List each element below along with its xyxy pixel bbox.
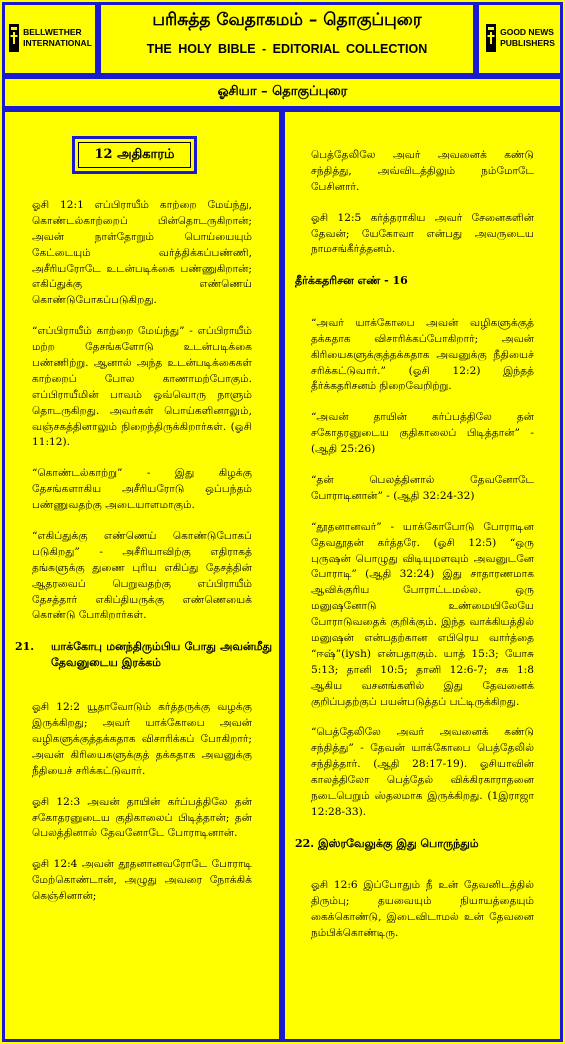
paragraph: “அவர் யாக்கோபை அவன் வழிகளுக்குத் தக்கதாக விசாரிக்கப்போகிறார்; அவன் கிரியைகளுக்குத்தக்கதாக அவனுக்கு நீதியைச் சரிக்கட்டுவார்.” (ஓசி 12:2) இந்தத் தீர்க்கதரிசனம் நிறைவேறிற்று. [311, 316, 534, 393]
paragraph: ஓசி 12:3 அவன் தாயின் கர்ப்பத்திலே தன் சகோதரனுடைய குதிகாலைப் பிடித்தான்; தன் பெலத்தினால் தேவனோடே போராடினான். [32, 795, 252, 840]
paragraph: ஓசி 12:1 எப்பிராயீம் காற்றை மேய்ந்து, கொண்டல்காற்றைப் பின்தொடருகிறான்; அவன் நாள்தோறும் பொய்யையும் கேட்டையும் வர்த்திக்கப்பண்ணி, அசீரியரோடே உடன்படிக்கை பண்ணுகிறான்; எகிப்துக்கு எண்ணெய் கொண்டுபோகப்படுகிறது. [32, 199, 252, 307]
paragraph: ஓசி 12:4 அவன் தூதனானவரோடே போராடி மேற்கொண்டான், அழுது அவரை நோக்கிக் கெஞ்சினான்; [32, 858, 252, 903]
paragraph: “தன் பெலத்தினால் தேவனோடே போராடினான்” - (ஆதி 32:24-32) [311, 473, 534, 502]
paragraph: பெத்தேலிலே அவர் அவனைக் கண்டு சந்தித்து, அவ்விடத்திலும் நம்மோடே பேசினார். [311, 149, 534, 193]
chapter-label: 12 அதிகாரம் [78, 142, 191, 168]
logo-right-line-2: PUBLISHERS [500, 38, 555, 48]
bible-icon [485, 22, 497, 54]
section-heading-22: 22. இஸ்ரவேலுக்கு இது பொருந்தும் [295, 836, 479, 850]
logo-left-line-2: INTERNATIONAL [23, 38, 92, 48]
section-title: யாக்கோபு மனந்திரும்பிய போது அவன்மீது தேவனுடைய இரக்கம் [51, 640, 272, 669]
paragraph: “எப்பிராயீம் காற்றை மேய்ந்து” - எப்பிராயீம் மற்ற தேசங்களோடு உடன்படிக்கை பண்ணிற்று. ஆனால் அந்த உடன்படிக்கைகள் காற்றைப் போல காணாமற்போகும். எப்பிராயீமின் பாவம் ஒவ்வொரு நாளும் தொடருகிறது. அவர்கள் பொய்களினாலும், வஞ்சகத்தினாலும் நிறைந்திருக்கிறார்கள். (ஓசி 11:12). [32, 325, 252, 449]
section-number: 21. [15, 640, 35, 654]
paragraph: “எகிப்துக்கு எண்ணெய் கொண்டுபோகப் படுகிறது” - அசீரியாவிற்கு எதிராகத் தங்களுக்கு துணை புரிய எகிப்து தேசத்தின் ஆதரவைப் பெறுவதற்கு எப்பிராயீம் தேசத்தார் எகிப்தியருக்கு எண்ணெயைக் கொண்டு போகிறார்கள். [32, 530, 252, 622]
bellwether-logo [6, 10, 94, 66]
logo-left-line-1: BELLWETHER [23, 26, 82, 37]
paragraph: ஓசி 12:2 யூதாவோடும் கர்த்தருக்கு வழக்கு இருக்கிறது; அவர் யாக்கோபை அவன் வழிகளுக்குத்தக்கதாக விசாரிக்கப் போகிறார்; அவன் கிரியைகளுக்குத் தக்கதாக அவனுக்கு நீதியைச் சரிக்கட்டுவார். [32, 701, 252, 777]
bible-icon [8, 22, 20, 54]
paragraph: ஓசி 12:6 இப்போதும் நீ உன் தேவனிடத்தில் திரும்பு; தயவையும் நியாயத்தையும் கைக்கொண்டு, இடைவிடாமல் உன் தேவனை நம்பிக்கொண்டிரு. [311, 879, 534, 939]
paragraph: ஓசி 12:5 கர்த்தராகிய அவர் சேனைகளின் தேவன்; யேகோவா என்பது அவருடைய நாமசங்கீர்த்தனம். [311, 211, 534, 256]
logo-right-line-1: GOOD NEWS [500, 26, 554, 37]
left-column [15, 198, 272, 920]
page-title-english: THE HOLY BIBLE - EDITORIAL COLLECTION [146, 42, 428, 56]
paragraph: “கொண்டல்காற்று” - இது கிழக்கு தேசங்களாகிய அசீரியரோடு ஒப்பந்தம் பண்ணுவதற்கு அடையாளமாகும். [32, 467, 252, 512]
chapter-box [72, 136, 197, 174]
prophecy-heading: தீர்க்கதரிசன எண் - 16 [295, 274, 408, 288]
good-news-logo [480, 10, 560, 66]
paragraph: “பெத்தேலிலே அவர் அவனைக் கண்டு சந்தித்து” - தேவன் யாக்கோபை பெத்தேலில் சந்தித்தார். (ஆதி 28:17-19). ஓசியாவின் காலத்திலோ பெத்தேல் விக்கிரகாராதனை நடைபெறும் ஸ்தலமாக இருக்கிறது. (1இராஜா 12:28-33). [311, 726, 534, 818]
right-column [295, 148, 534, 957]
page-title-tamil: பரிசுத்த வேதாகமம் – தொகுப்புரை [152, 10, 422, 30]
paragraph: “தூதனானவர்” - யாக்கோபோடு போராடின தேவதூதன் கர்த்தரே. (ஓசி 12:5) “ஒரு புருஷன் பொழுது விடியுமளவும் அவனுடனே போராடி” (ஆதி 32:24) இது சாதாரணமாக ஆவிக்குரிய போராட்டமல்ல. ஒரு மனுஷனோடு உண்மையிலேயே போராடுவதைக் குறிக்கும். இந்த வாக்கியத்தில் மனுஷன் என்பதற்கான எபிரெய வார்த்தை “ஈஷ்”(iysh) என்பதாகும். யாத் 15:3; யோசு 5:13; தானி 10:5; தானி 12:6-7; சக 1:8 ஆகிய வசனங்களில் இது தேவனைக் குறிப்பதற்குப் பயன்படுத்தப் பட்டிருக்கிறது. [311, 520, 534, 708]
paragraph: “அவன் தாயின் கர்ப்பத்திலே தன் சகோதரனுடைய குதிகாலைப் பிடித்தான்” - (ஆதி 25:26) [311, 411, 534, 456]
section-heading-21 [15, 639, 272, 670]
book-title: ஓசியா – தொகுப்புரை [217, 84, 348, 99]
